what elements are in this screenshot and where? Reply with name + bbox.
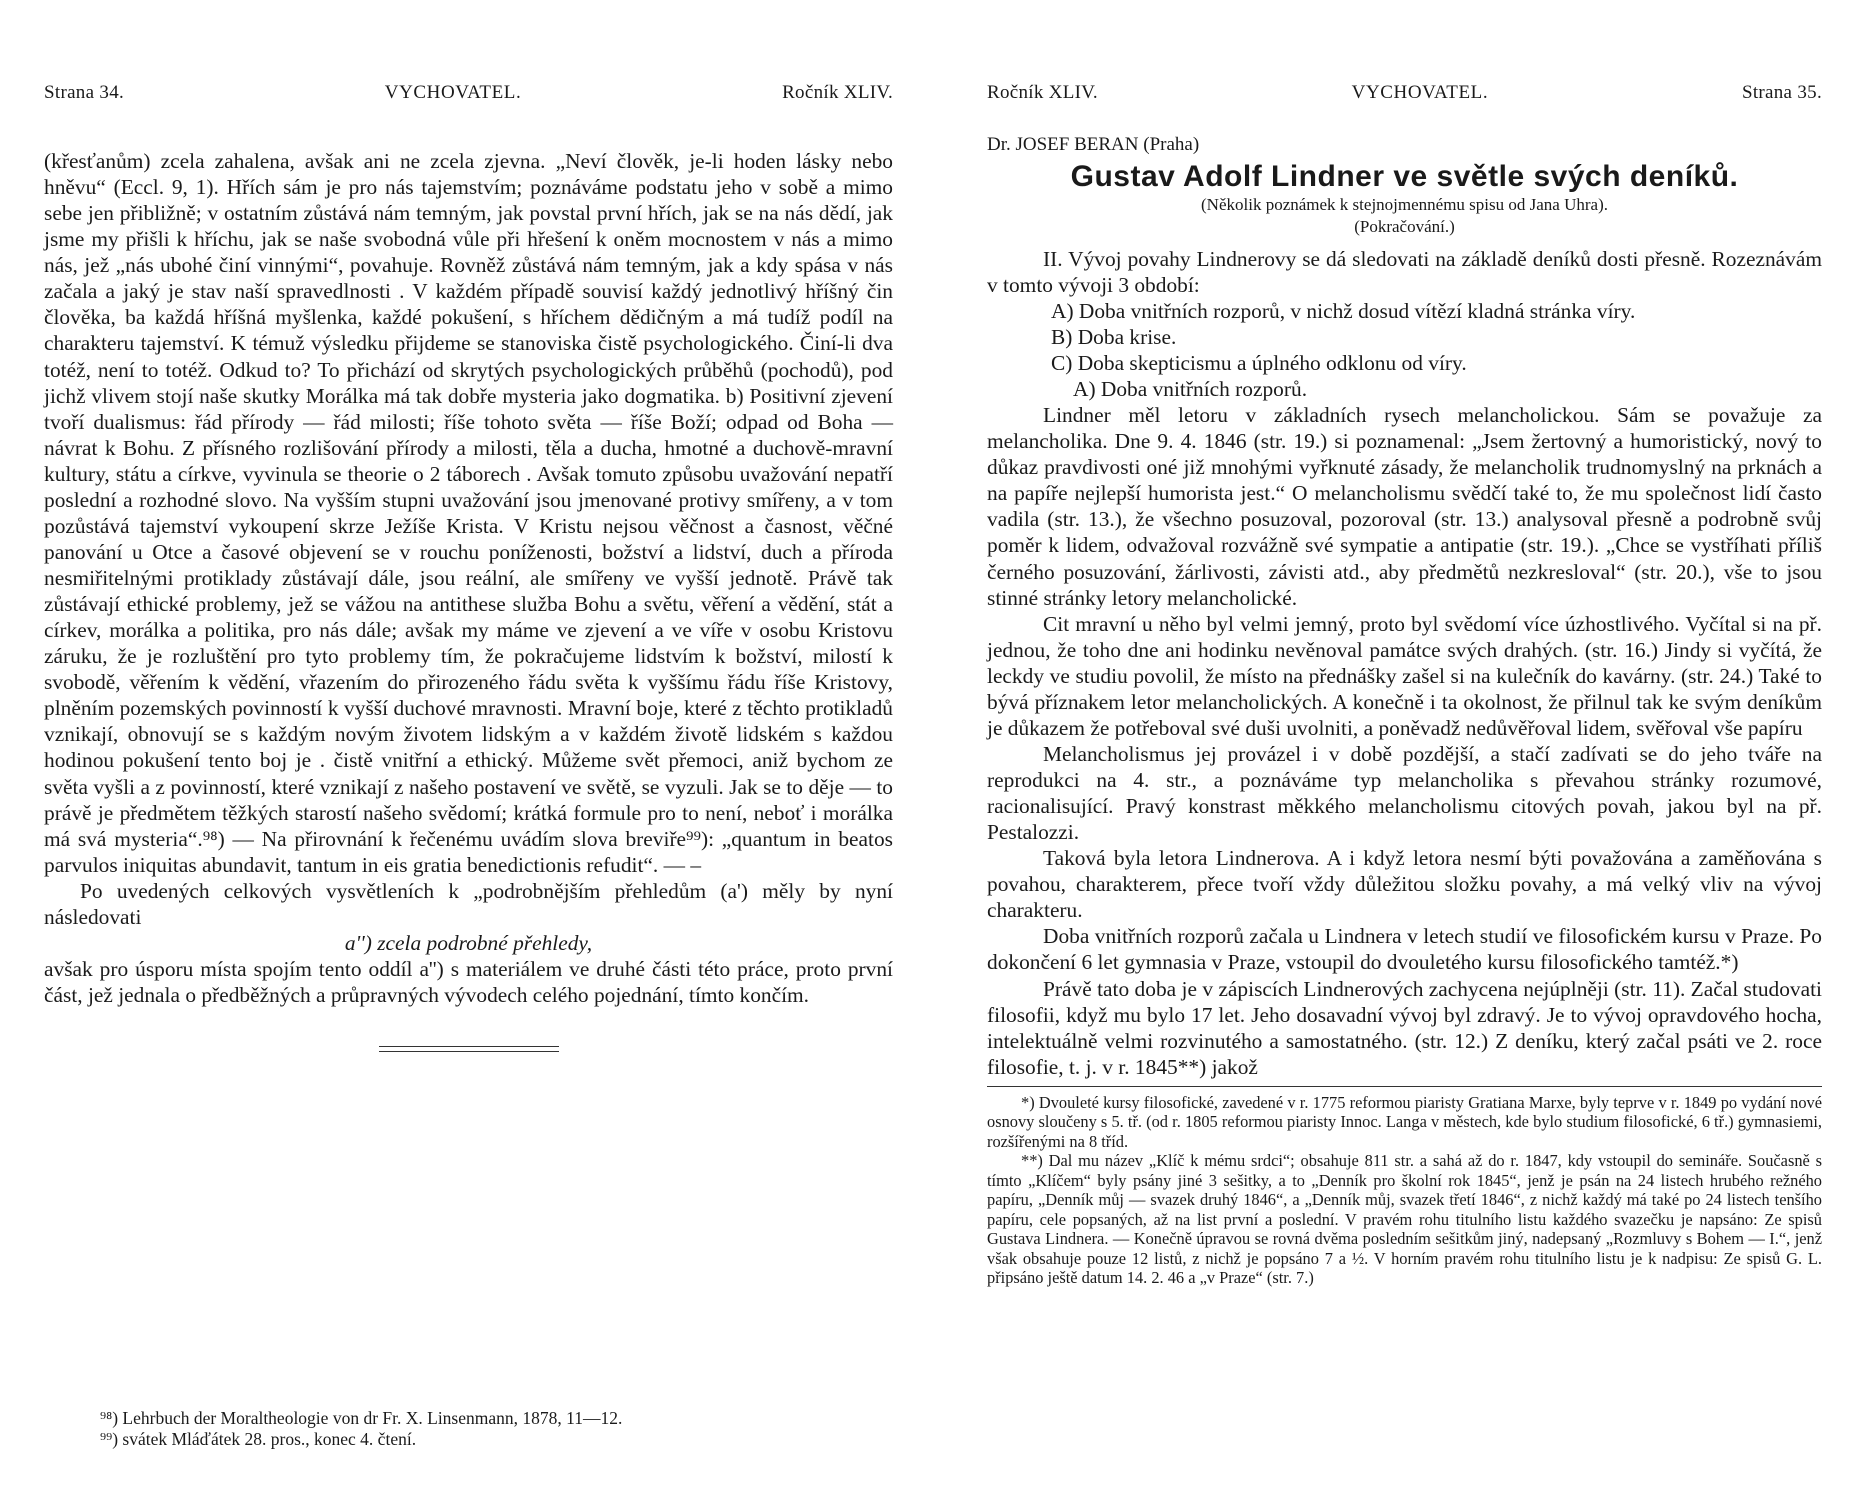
right-paragraph-studies: Doba vnitřních rozporů začala u Lindnera v letech studií ve filosofickém kursu v Praze. Po dokončení 6 let gymnasia v Praze, vstoupil do dvouletého kursu filosofického tamtéž.*): [987, 924, 1822, 975]
article-title: Gustav Adolf Lindner ve světle svých deníků.: [1070, 160, 1739, 193]
right-paragraph-letora: Taková byla letora Lindnerova. A i když letora nesmí býti považována a zaměňována s povahou, charakterem, přece tvoří vždy důležitou složku povahy, a má velký vliv na vývoj charakteru.: [987, 846, 1822, 923]
right-paragraph-temperament: Lindner měl letoru v základních rysech melancholickou. Sám se považuje za melancholika. Dne 9. 4. 1846 (str. 19.) si poznamenal: „Jsem žertovný a humoristický, nový to důkaz pravdivosti oné již mnohými vyřknuté zásady, že melancholik trudnomyslný na prknách a na papíře nejlepší humorista jest.“ O melancholismu svědčí také to, že mu společnost lidí často vadila (str. 13.), že všechno posuzoval, pozoroval (str. 13.) analysoval přesně a podrobně svůj poměr k lidem, odvažoval rozvážně své sympatie a antipatie (str. 19.). „Chce se vystříhati příliš černého posuzování, žárlivosti, závisti atd., aby předmětů nezkresloval“ (str. 20.), vše to jsou stinné stránky letory melancholické.: [987, 403, 1822, 610]
right-journal-title: VYCHOVATEL.: [1351, 82, 1489, 103]
period-a: A) Doba vnitřních rozporů, v nichž dosud vítězí kladná stránka víry.: [1051, 298, 1636, 323]
period-c: C) Doba skepticismu a úplného odklonu od víry.: [1051, 351, 1467, 376]
right-footnotes: [987, 1086, 1822, 1288]
period-b: B) Doba krise.: [1051, 324, 1177, 349]
left-paragraph-2: Po uvedených celkových vysvětleních k „podrobnějším přehledům (a') měly by nyní následovati: [44, 878, 893, 929]
right-page: [929, 0, 1858, 1500]
article-author: Dr. JOSEF BERAN (Praha): [987, 134, 1200, 155]
footnote-asterisk-1: *) Dvouleté kursy filosofické, zavedené v r. 1775 reformou piaristy Gratiana Marxe, byly teprve v r. 1849 po vydání nové osnovy sloučeny s 5. tř. (od r. 1805 reformou piaristy Innoc. Langa v městech, kde bylo studium filosofické, 6 tř.) gymnasiemi, rozšířenými na 8 tříd.: [987, 1092, 1822, 1151]
article-continuation: (Pokračování.): [1354, 217, 1455, 237]
right-paragraph-melancholy: Melancholismus jej provázel i v době pozdější, a stačí zadívati se do jeho tváře na reprodukci na 4. str., a poznáváme typ melancholika s převahou stránky rozumové, racionalisující. Pravý konstrast měkkého melancholismu citových povah, jakou byl na př. Pestalozzi.: [987, 741, 1822, 845]
left-body-text: [44, 148, 893, 1008]
left-subheading: a'') zcela podrobné přehledy,: [344, 930, 593, 955]
footnote-asterisk-2: **) Dal mu název „Klíč k mému srdci“; obsahuje 811 str. a sahá až do r. 1847, kdy vstoupil do semináře. Současně s tímto „Klíčem“ byly psány jiné 3 sešitky, a to „Denník pro školní rok 1845“, jenž je psán na 24 listech hrubého režného papíru, „Denník můj — svazek druhý 1846“, a „Denník můj, svazek třetí 1846“, z nichž každý má také po 24 listech tenšího papíru, cele popsaných, až na list první a poslední. V pravém rohu titulního listu každého svazečku je napsáno: Ze spisů Gustava Lindnera. — Konečně úpravou se rovná dvěma posledním sešitkům jiný, nadepsaný „Rozmluvy s Bohem — I.“, jenž však obsahuje pouze 12 listů, z nichž je popsáno 7 a ½. V horním pravém rohu titulního listu je k nadpisu: Ze spisů G. L. připsáno ještě datum 14. 2. 46 a „v Praze“ (str. 7.): [987, 1151, 1822, 1288]
right-paragraph-diary: Právě tato doba je v zápiscích Lindnerových zachycena nejúplněji (str. 11). Začal studovati filosofii, když mu bylo 17 let. Jeho dosavadní vývoj byl zdravý. Je to vývoj opravdového hocha, intelektuálně velmi rozvinutého a samostatného. (str. 12.) Z deníku, který začal psáti ve 2. roce filosofie, t. j. v r. 1845**) jakož: [987, 976, 1822, 1079]
right-paragraph-moral: Cit mravní u něho byl velmi jemný, proto byl svědomí více úzhostlivého. Vyčítal si na př. jednou, že toho dne ani hodinku nevěnoval památce svých drahých. (str. 16.) Jindy si vyčítá, že leckdy ve studiu povolil, že místo na přednášky zašel si na kulečník do kavárny. (str. 24.) Také to bývá příznakem letor melancholických. A konečně i ta okolnost, že přilnul tak ke svým deníkům je důkazem že potřeboval své duši uvolniti, a poněvadž nedůvěřoval lidem, svěřoval vše papíru: [987, 611, 1822, 740]
left-paragraph-1: (křesťanům) zcela zahalena, avšak ani ne zcela zjevna. „Neví člověk, je-li hoden lásky nebo hněvu“ (Eccl. 9, 1). Hřích sám je pro nás tajemstvím; poznáváme podstatu jeho v sobě a mimo sebe jen přibližně; v ostatním zůstává nám temným, jak povstal první hřích, jak se na nás dědí, jak jsme my přišli k hříchu, jak se naše svobodná vůle při hřešení k oněm mocnostem v nás a mimo nás, jež „nás ubohé činí vinnými“, povahuje. Rovněž zůstává nám temným, jak a kdy spása v nás začala a jaký je stav naší spravedlnosti . V každém případě souvisí každý jednotlivý hříšný čin člověka, ba každá hříšná myšlenka, každé pokušení, s hříchem dědičným a má tudíž podíl na charakteru tajemství. K témuž výsledku přijdeme se stanoviska čistě psychologického. Činí-li dva totéž, není to totéž. Odkud to? To přichází od skrytých psychologických průběhů (pochodů), pod jichž vlivem stojí naše skutky Morálka má tak dobře mysteria jako dogmatika. b) Positivní zjevení tvoří dualismus: řád přírody — řád milosti; říše tohoto světa — říše Boží; odpad od Boha — návrat k Bohu. Z přísného rozlišování přírody a milosti, těla a ducha, hmotné a duchově-mravní kultury, státu a církve, vyvinula se theorie o 2 táborech . Avšak tomuto způsobu uvažování nepatří poslední a rozhodné slovo. Na vyšším stupni uvažování jsou jmenované protivy smířeny, a v tom pozůstává tajemství vykoupení skrze Ježíše Krista. V Kristu nejsou věčnost a časnost, věčné panování u Otce a časové objevení se v rouchu poníženosti, božství a lidství, duch a příroda nesmiřitelnými protiklady zůstávají dále, jsou reální, ale smířeny ve vyšší jednotě. Právě tak zůstávají ethické problemy, jež se vážou na antithese služba Bohu a světu, věření a vědění, stát a církev, morálka a politika, pro nás dále; avšak my máme ve zjevení a ve víře v osobu Kristovu záruku, že je rozluštění pro tyto problemy tím, že pokračujeme lidstvím k božství, milostí k svobodě, věřením k vědění, vřazením do přirozeného řádu světa k vyššímu řádu říše Kristovy, plněním pozemských povinností k vyšší duchové mravnosti. Mravní boje, které z těchto protikladů vznikají, obnovují se s každým novým životem lidským a v každém životě lidském s každou hodinou pokušení tento boj je . čistě vnitřní a ethický. Můžeme svět přemoci, aniž bychom ze světa vyšli a z povinností, které vznikají z našeho postavení ve světě, se vyzuli. Jak se to děje — to právě je předmětem těžkých starostí našeho svědomí; krátká formule pro to není, neboť i morálka má svá mysteria“.⁹⁸) — Na přirovnání k řečenému uvádím slova breviře⁹⁹): „quantum in beatos parvulos iniquitas abundavit, tantum in eis gratia benedictionis refudit“. — –: [44, 149, 893, 877]
right-page-number: Strana 35.: [1741, 82, 1822, 103]
footnote-99: ⁹⁹) svátek Mláďátek 28. pros., konec 4. čtení.: [100, 1429, 417, 1450]
right-volume: Ročník XLIV.: [987, 82, 1098, 103]
footnote-98: ⁹⁸) Lehrbuch der Moraltheologie von dr Fr. X. Linsenmann, 1878, 11—12.: [100, 1408, 623, 1428]
left-journal-title: VYCHOVATEL.: [384, 82, 522, 103]
left-paragraph-3: avšak pro úsporu místa spojím tento oddíl a'') s materiálem ve druhé části této práce, proto první část, jež jednala o předběžných a průpravných vývodech celého pojednání, tímto končím.: [44, 956, 893, 1008]
left-running-head: [44, 82, 893, 104]
left-page-number: Strana 34.: [44, 82, 125, 103]
article-subtitle: (Několik poznámek k stejnojmennému spisu od Jana Uhra).: [1201, 195, 1608, 214]
right-body-text: [987, 246, 1822, 1080]
section-heading-a: A) Doba vnitřních rozporů.: [1073, 377, 1308, 402]
right-running-head: [987, 82, 1822, 104]
left-footnotes: [100, 1408, 860, 1451]
right-paragraph-intro: II. Vývoj povahy Lindnerovy se dá sledovati na základě deníků dosti přesně. Rozeznávám v tomto vývoji 3 období:: [987, 246, 1822, 297]
section-end-ornament: [379, 1046, 559, 1052]
left-volume: Ročník XLIV.: [782, 82, 893, 103]
